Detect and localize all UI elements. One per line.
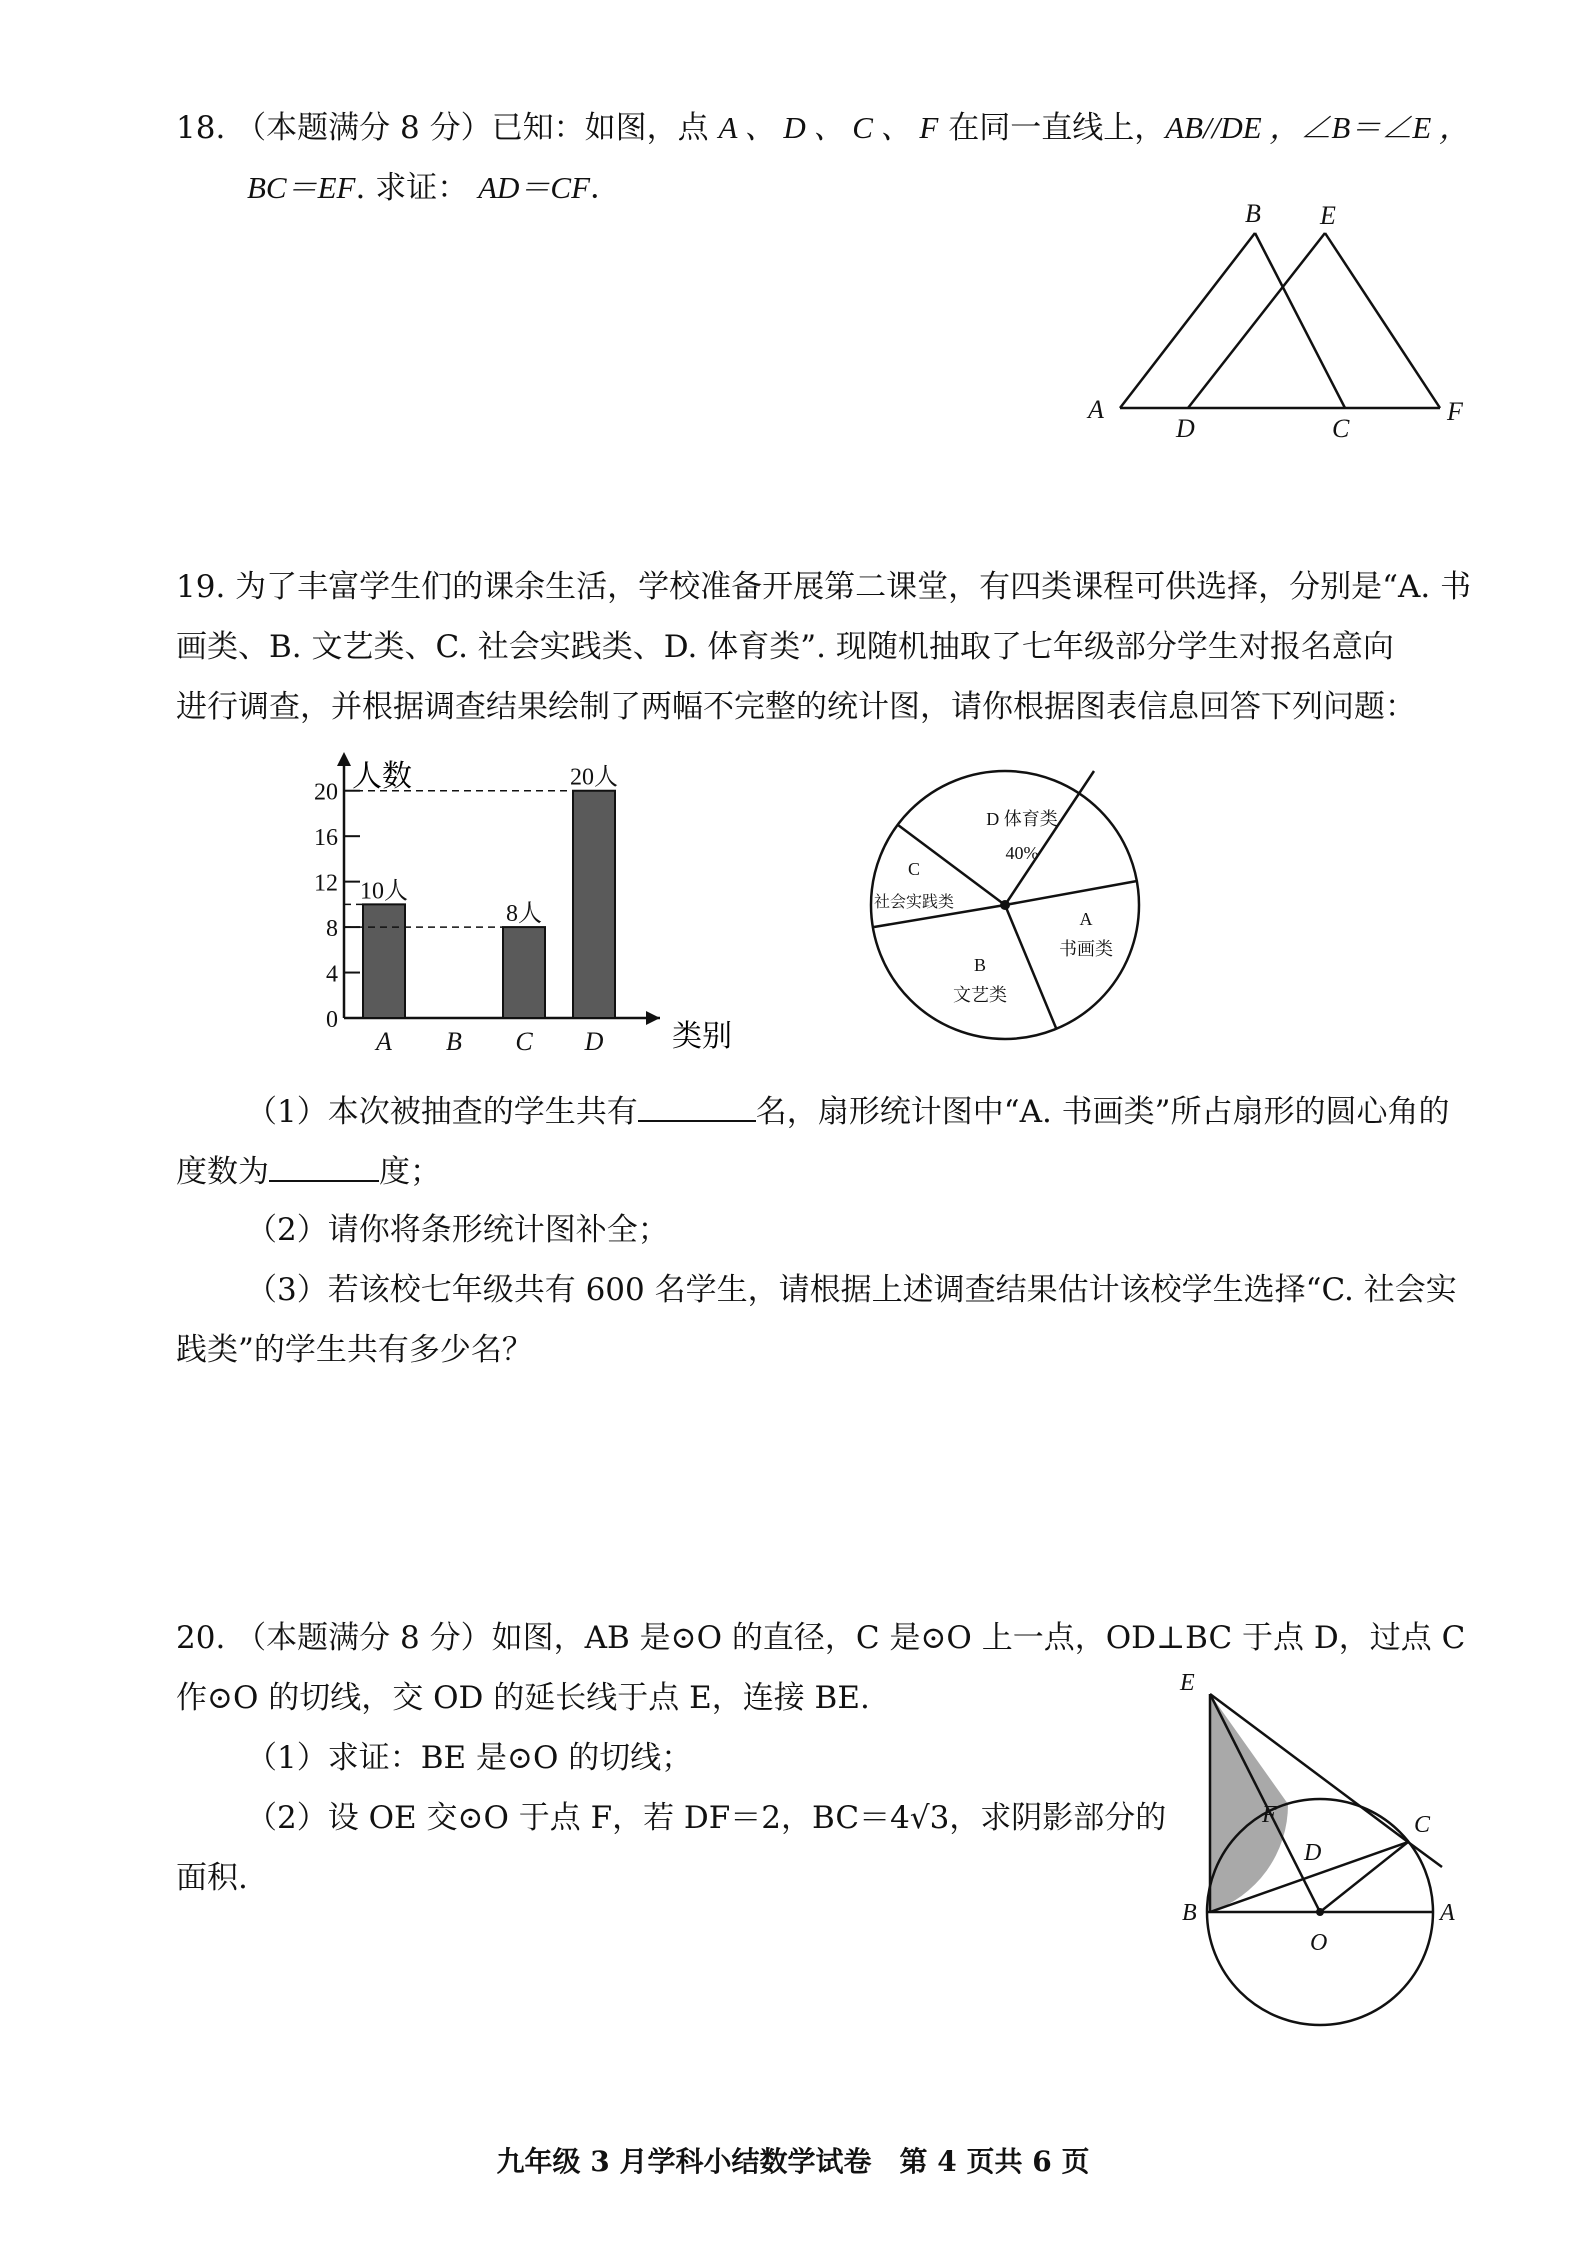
pie-sublabel-b: 文艺类: [953, 985, 1007, 1005]
q18-label-f: F: [1447, 397, 1463, 426]
q19-stem-1: 为了丰富学生们的课余生活，学校准备开展第二课堂，有四类课程可供选择，分别是“A. 书: [235, 569, 1472, 605]
bar-chart-y-tick-label: 8: [326, 916, 338, 943]
q19-stem-line1: [176, 567, 1471, 607]
q18-label-b: B: [1245, 200, 1261, 228]
q20-label-a: A: [1440, 1900, 1455, 1926]
q20-points: （本题满分 8 分）: [235, 1620, 492, 1656]
q19-part2: （2）请你将条形统计图补全；: [246, 1212, 669, 1248]
pie-center: [1000, 900, 1010, 910]
q20-line2: 作⊙O 的切线，交 OD 的延长线于点 E，连接 BE.: [176, 1680, 870, 1716]
q18-text-b: 在同一直线上，: [948, 110, 1166, 146]
q20-part2-end: 面积.: [176, 1860, 248, 1896]
q18-text-a: 已知：如图，点: [491, 110, 709, 146]
q19-part3-line2: 践类”的学生共有多少名？: [176, 1332, 533, 1368]
q20-part1: （1）求证：BE 是⊙O 的切线；: [246, 1740, 693, 1776]
q19-part1-text-d: 度；: [379, 1154, 441, 1190]
bar-chart-data-label: 8人: [506, 901, 542, 928]
q18-segment-ef: [1325, 233, 1440, 408]
q19-stem-line3: 进行调查，并根据调查结果绘制了两幅不完整的统计图，请你根据图表信息回答下列问题：: [176, 689, 1416, 725]
bar-chart-y-tick-label: 4: [326, 961, 338, 988]
q18-points-list: A 、 D 、 C 、 F: [718, 110, 939, 145]
pie-divider-a: [1005, 881, 1137, 905]
bar-chart-data-label: 20人: [570, 764, 618, 791]
q18-label-d: D: [1176, 414, 1195, 443]
q18-condition-2: BC＝EF: [247, 170, 356, 205]
q19-part1-text-b: 名，扇形统计图中“A. 书画类”所占扇形的圆心角的: [755, 1094, 1450, 1130]
bar-chart-bar: [503, 927, 545, 1018]
q19-number: 19.: [176, 569, 226, 605]
q20-line1: [176, 1618, 1465, 1658]
q19-part1-line1: [246, 1090, 1450, 1132]
q20-label-d: D: [1304, 1840, 1322, 1866]
bar-chart-category-label: D: [584, 1027, 604, 1056]
q19-part1-line2: [176, 1150, 441, 1192]
bar-chart-y-tick-label: 12: [314, 870, 338, 897]
q18-label-c: C: [1332, 414, 1350, 443]
q18-segment-de: [1188, 233, 1325, 408]
bar-chart-bar: [573, 791, 615, 1018]
q18-segment-ab: [1120, 233, 1255, 408]
page-footer: 九年级 3 月学科小结数学试卷 第 4 页共 6 页: [496, 2145, 1090, 2178]
bar-chart-category-label: B: [446, 1027, 462, 1056]
bar-chart-xlabel: 类别: [672, 1020, 732, 1053]
q20-number: 20.: [176, 1620, 226, 1656]
pie-label-c: C: [907, 859, 921, 879]
q19-pie-chart: [850, 755, 1160, 1065]
bar-chart-x-arrow: [646, 1011, 660, 1025]
q20-label-c: C: [1414, 1812, 1431, 1838]
bar-chart-bar: [363, 904, 405, 1018]
q18-points: （本题满分 8 分）: [235, 110, 492, 146]
pie-sublabel-a: 书画类: [1059, 939, 1113, 959]
q20-label-f: F: [1262, 1802, 1277, 1828]
bar-chart-y-arrow: [337, 752, 351, 766]
q20-radius-oc: [1320, 1842, 1408, 1912]
bar-chart-y-tick-label: 0: [326, 1007, 338, 1033]
q20-label-o: O: [1310, 1930, 1328, 1956]
q20-tangent-extension: [1408, 1842, 1442, 1867]
q19-part3-line1: （3）若该校七年级共有 600 名学生，请根据上述调查结果估计该校学生选择“C. 社会实: [246, 1272, 1457, 1308]
q18-line1: [176, 108, 1470, 148]
q18-line2: [247, 168, 621, 208]
pie-percent-d: 40%: [1005, 843, 1039, 863]
pie-label-a: A: [1079, 909, 1093, 929]
q20-label-e: E: [1180, 1670, 1195, 1696]
q18-label-e: E: [1320, 201, 1336, 230]
q19-part1-text-a: （1）本次被抽查的学生共有: [246, 1094, 638, 1130]
q19-part1-text-c: 度数为: [176, 1154, 269, 1190]
q18-segment-bc: [1255, 233, 1345, 408]
q18-prove-label: . 求证：: [355, 170, 469, 206]
q18-goal: AD＝CF: [478, 170, 591, 205]
bar-chart-y-tick-label: 16: [314, 825, 338, 852]
bar-chart-category-label: A: [376, 1027, 392, 1056]
q18-condition-1: AB//DE ，∠B＝∠E ，: [1165, 110, 1471, 145]
bar-chart-data-label: 10人: [360, 878, 408, 905]
pie-label-d: D 体育类: [986, 809, 1058, 829]
q20-figure: [1170, 1660, 1480, 2090]
q18-number: 18.: [176, 110, 226, 146]
q19-part1-blank-angle[interactable]: [269, 1150, 379, 1182]
q19-stem-line2: 画类、B. 文艺类、C. 社会实践类、D. 体育类”. 现随机抽取了七年级部分学生对报名意向: [176, 629, 1394, 665]
q18-end: ．: [590, 170, 622, 206]
q19-part1-blank-total[interactable]: [638, 1090, 756, 1122]
pie-divider-d-a: [1005, 771, 1094, 905]
pie-divider-a-b: [1005, 905, 1056, 1028]
q20-label-b: B: [1182, 1900, 1197, 1926]
q20-stem-1: 如图，AB 是⊙O 的直径，C 是⊙O 上一点，OD⊥BC 于点 D，过点 C: [491, 1620, 1466, 1656]
q19-bar-chart: [300, 750, 750, 1070]
q20-part2: （2）设 OE 交⊙O 于点 F，若 DF＝2，BC＝4√3，求阴影部分的: [246, 1800, 1167, 1836]
bar-chart-ylabel: 人数: [352, 760, 412, 793]
q18-label-a: A: [1088, 395, 1104, 424]
pie-label-b: B: [973, 955, 987, 975]
bar-chart-category-label: C: [515, 1027, 533, 1056]
q20-point-o: [1316, 1908, 1324, 1916]
pie-sublabel-c: 社会实践类: [873, 894, 955, 911]
bar-chart-y-tick-label: 20: [314, 779, 338, 806]
q18-figure: [1060, 200, 1480, 460]
